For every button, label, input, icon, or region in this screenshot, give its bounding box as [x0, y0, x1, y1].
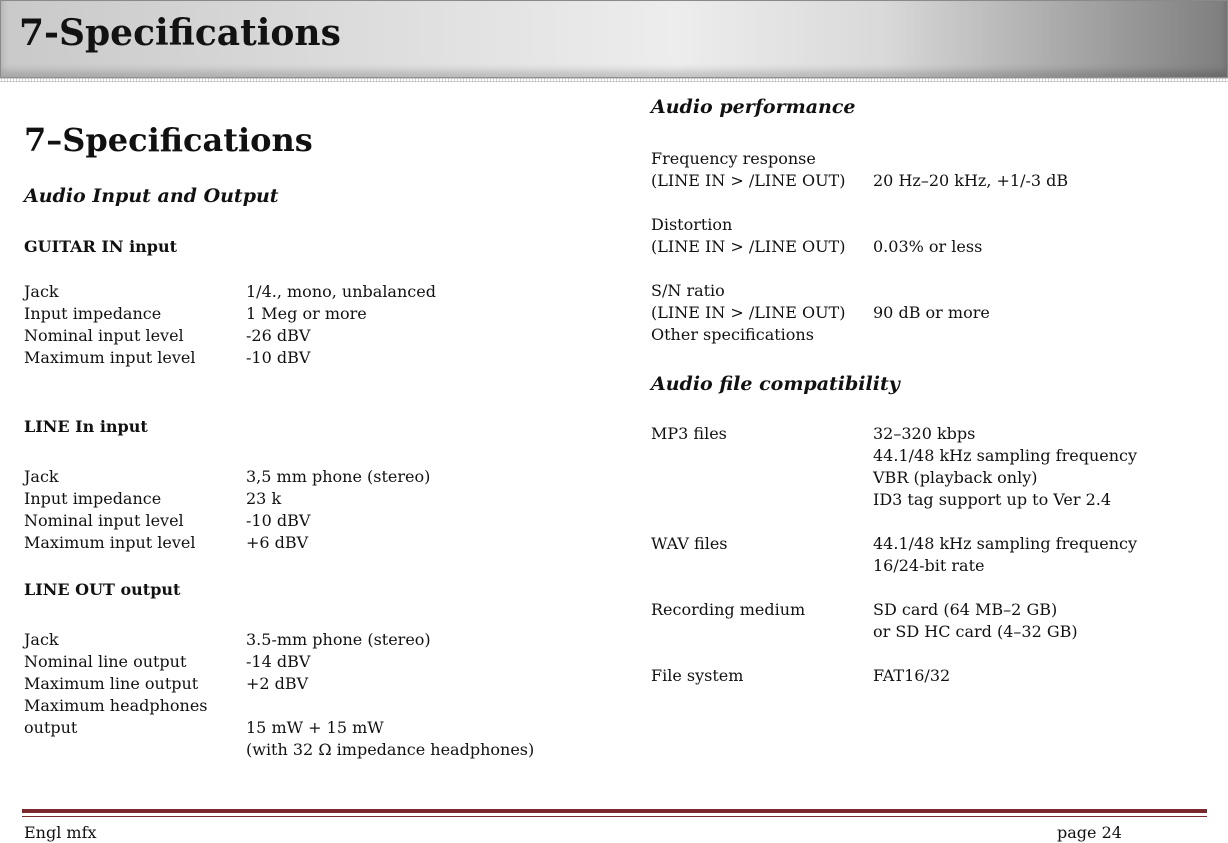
spec-value: ID3 tag support up to Ver 2.4: [873, 490, 1112, 509]
chapter-banner: [0, 0, 1228, 78]
spec-label: Maximum headphones: [24, 696, 208, 715]
spec-value: 20 Hz–20 kHz, +1/-3 dB: [873, 171, 1069, 190]
line-in-heading: LINE In input: [24, 417, 148, 436]
spec-label: Jack: [24, 630, 59, 649]
banner-title: 7-Specifications: [19, 12, 341, 54]
spec-label: Input impedance: [24, 304, 162, 323]
spec-value: 23 k: [246, 489, 282, 508]
spec-value: -10 dBV: [246, 511, 311, 530]
spec-value: +2 dBV: [246, 674, 309, 693]
spec-value: -14 dBV: [246, 652, 311, 671]
page-number: page 24: [1057, 823, 1122, 842]
footer-rule: [22, 809, 1207, 813]
spec-label: (LINE IN > /LINE OUT): [651, 303, 846, 322]
footer-left-text: Engl mfx: [24, 823, 97, 842]
spec-value: 1 Meg or more: [246, 304, 367, 323]
spec-label: Maximum input level: [24, 533, 196, 552]
footer-rule-thin: [22, 816, 1207, 817]
line-out-heading: LINE OUT output: [24, 580, 181, 599]
spec-value: 32–320 kbps: [873, 424, 976, 443]
spec-label: Nominal line output: [24, 652, 187, 671]
spec-value: FAT16/32: [873, 666, 951, 685]
spec-label: Recording medium: [651, 600, 806, 619]
spec-value: +6 dBV: [246, 533, 309, 552]
spec-label: Input impedance: [24, 489, 162, 508]
spec-label: (LINE IN > /LINE OUT): [651, 237, 846, 256]
spec-label: output: [24, 718, 78, 737]
spec-label: Nominal input level: [24, 326, 184, 345]
spec-label: WAV files: [651, 534, 728, 553]
spec-label: Other specifications: [651, 325, 814, 344]
spec-value: VBR (playback only): [873, 468, 1038, 487]
spec-label: S/N ratio: [651, 281, 725, 300]
section-title-audio-io: Audio Input and Output: [24, 185, 279, 207]
spec-label: MP3 files: [651, 424, 727, 443]
spec-value: 16/24-bit rate: [873, 556, 985, 575]
spec-value: 1/4., mono, unbalanced: [246, 282, 436, 301]
spec-value: 3.5-mm phone (stereo): [246, 630, 431, 649]
page-title: 7–Specifications: [24, 121, 313, 159]
guitar-in-heading: GUITAR IN input: [24, 237, 178, 256]
section-title-audio-performance: Audio performance: [651, 96, 856, 118]
spec-label: File system: [651, 666, 744, 685]
banner-dotted-divider: [0, 77, 1228, 82]
spec-value: -26 dBV: [246, 326, 311, 345]
spec-value: 44.1/48 kHz sampling frequency: [873, 446, 1138, 465]
spec-value: SD card (64 MB–2 GB): [873, 600, 1058, 619]
spec-label: (LINE IN > /LINE OUT): [651, 171, 846, 190]
spec-label: Nominal input level: [24, 511, 184, 530]
spec-value: 15 mW + 15 mW: [246, 718, 384, 737]
spec-value: 44.1/48 kHz sampling frequency: [873, 534, 1138, 553]
section-title-audio-file-compatibility: Audio file compatibility: [651, 373, 900, 395]
spec-label: Maximum line output: [24, 674, 199, 693]
spec-label: Frequency response: [651, 149, 816, 168]
spec-value: 3,5 mm phone (stereo): [246, 467, 431, 486]
spec-label: Jack: [24, 467, 59, 486]
spec-value: -10 dBV: [246, 348, 311, 367]
spec-value: (with 32 Ω impedance headphones): [246, 740, 535, 759]
spec-value: or SD HC card (4–32 GB): [873, 622, 1078, 641]
spec-value: 0.03% or less: [873, 237, 983, 256]
spec-label: Maximum input level: [24, 348, 196, 367]
spec-value: 90 dB or more: [873, 303, 990, 322]
spec-label: Distortion: [651, 215, 733, 234]
spec-label: Jack: [24, 282, 59, 301]
